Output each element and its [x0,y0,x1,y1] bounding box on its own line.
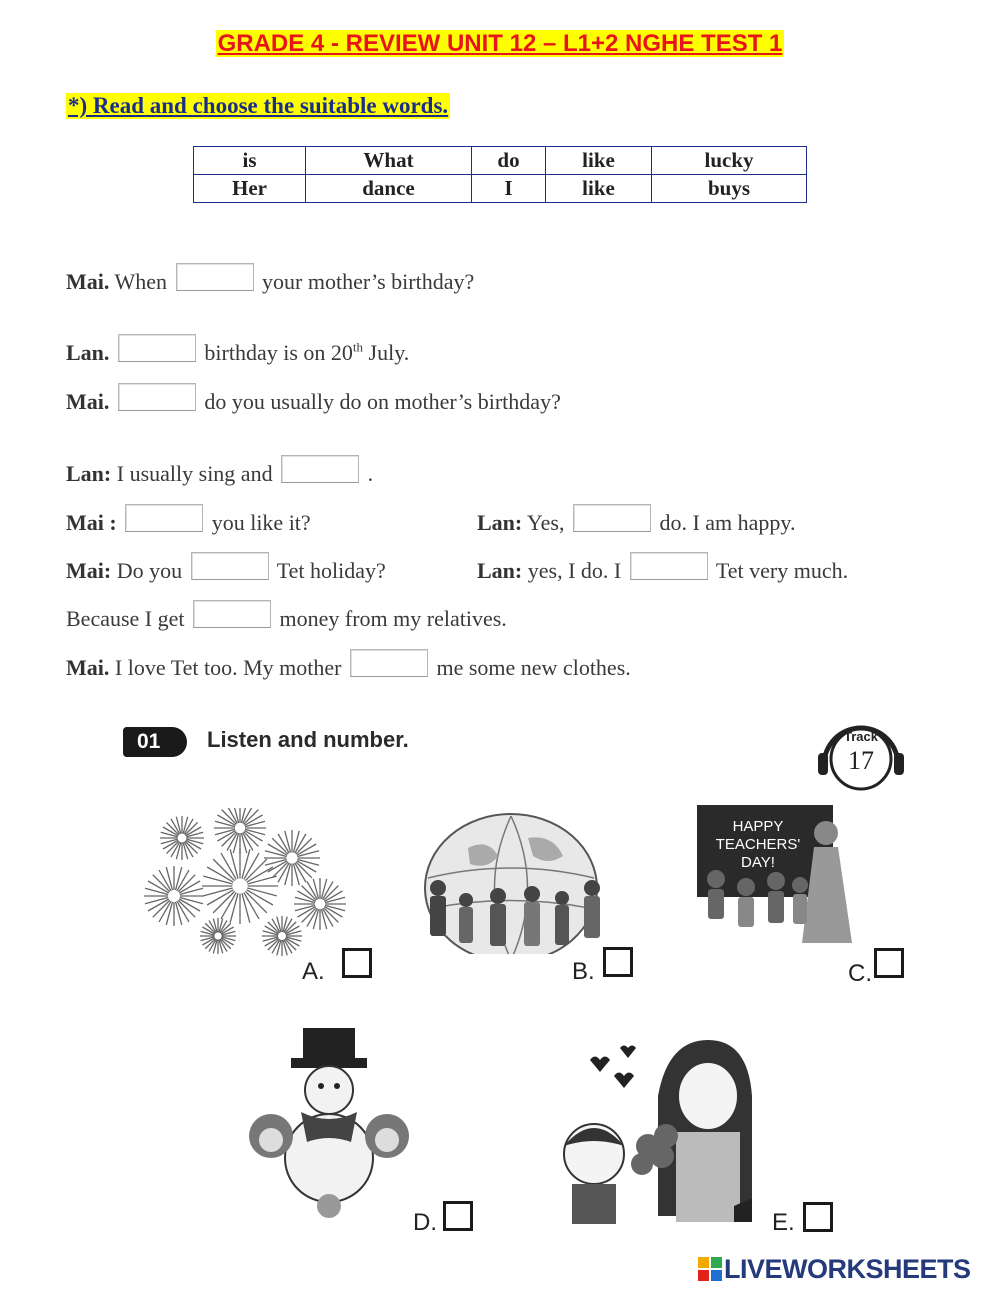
table-cell: dance [306,175,472,203]
dialogue-line-5a: Mai : you like it? [66,504,311,536]
instruction-heading: *) Read and choose the suitable words. [68,93,449,118]
answer-checkbox-a[interactable] [342,948,372,978]
answer-blank-6[interactable] [573,504,651,532]
audio-track-icon[interactable] [816,717,906,793]
table-cell: What [306,147,472,175]
answer-blank-8[interactable] [630,552,708,580]
dialogue-line-5b: Lan: Yes, do. I am happy. [477,504,796,536]
answer-blank-9[interactable] [193,600,271,628]
table-cell: buys [652,175,807,203]
word-bank-table [193,146,807,203]
dialogue-line-7: Because I get money from my relatives. [66,600,507,632]
fireworks-icon [122,808,362,958]
table-row [194,147,807,175]
answer-checkbox-d[interactable] [443,1201,473,1231]
table-cell: like [546,147,652,175]
liveworksheets-logo: LIVEWORKSHEETS [698,1254,971,1285]
listen-title: Listen and number. [207,727,409,752]
dialogue-line-6b: Lan: yes, I do. I Tet very much. [477,552,848,584]
table-cell: is [194,147,306,175]
page-title: GRADE 4 - REVIEW UNIT 12 – L1+2 NGHE TEST 1 [217,30,783,57]
dialogue-line-2: Lan. birthday is on 20th July. [66,334,409,366]
picture-letter-e: E. [772,1209,795,1236]
globe-children-icon [408,808,614,954]
picture-letter-b: B. [572,958,595,985]
answer-blank-1[interactable] [176,263,254,291]
picture-letter-d: D. [413,1209,437,1236]
board-text-2: TEACHERS' [715,836,801,853]
teachers-day-icon [690,803,870,955]
exercise-number-badge: 01 [123,727,187,757]
table-cell: Her [194,175,306,203]
picture-letter-c: C. [848,960,872,987]
liveworksheets-mark-icon [698,1257,722,1281]
dialogue-line-4: Lan: I usually sing and . [66,455,373,487]
answer-checkbox-b[interactable] [603,947,633,977]
answer-blank-2[interactable] [118,334,196,362]
dialogue-line-3: Mai. do you usually do on mother’s birthday? [66,383,561,415]
track-number: 17 [848,746,874,775]
answer-blank-4[interactable] [281,455,359,483]
dialogue-line-8: Mai. I love Tet too. My mother me some new clothes. [66,649,631,681]
flowers-for-mother-icon [558,1036,768,1226]
dialogue-line-6a: Mai: Do you Tet holiday? [66,552,386,584]
picture-letter-a: A. [302,958,325,985]
dialogue-line-1: Mai. When your mother’s birthday? [66,263,474,295]
answer-blank-10[interactable] [350,649,428,677]
snowman-icon [245,1016,425,1226]
table-cell: lucky [652,147,807,175]
board-text-3: DAY! [741,854,775,871]
table-cell: like [546,175,652,203]
table-cell: I [472,175,546,203]
answer-checkbox-c[interactable] [874,948,904,978]
board-text-1: HAPPY [732,818,784,835]
answer-blank-5[interactable] [125,504,203,532]
answer-blank-7[interactable] [191,552,269,580]
track-label: Track [844,729,878,744]
table-row [194,175,807,203]
table-cell: do [472,147,546,175]
answer-checkbox-e[interactable] [803,1202,833,1232]
answer-blank-3[interactable] [118,383,196,411]
